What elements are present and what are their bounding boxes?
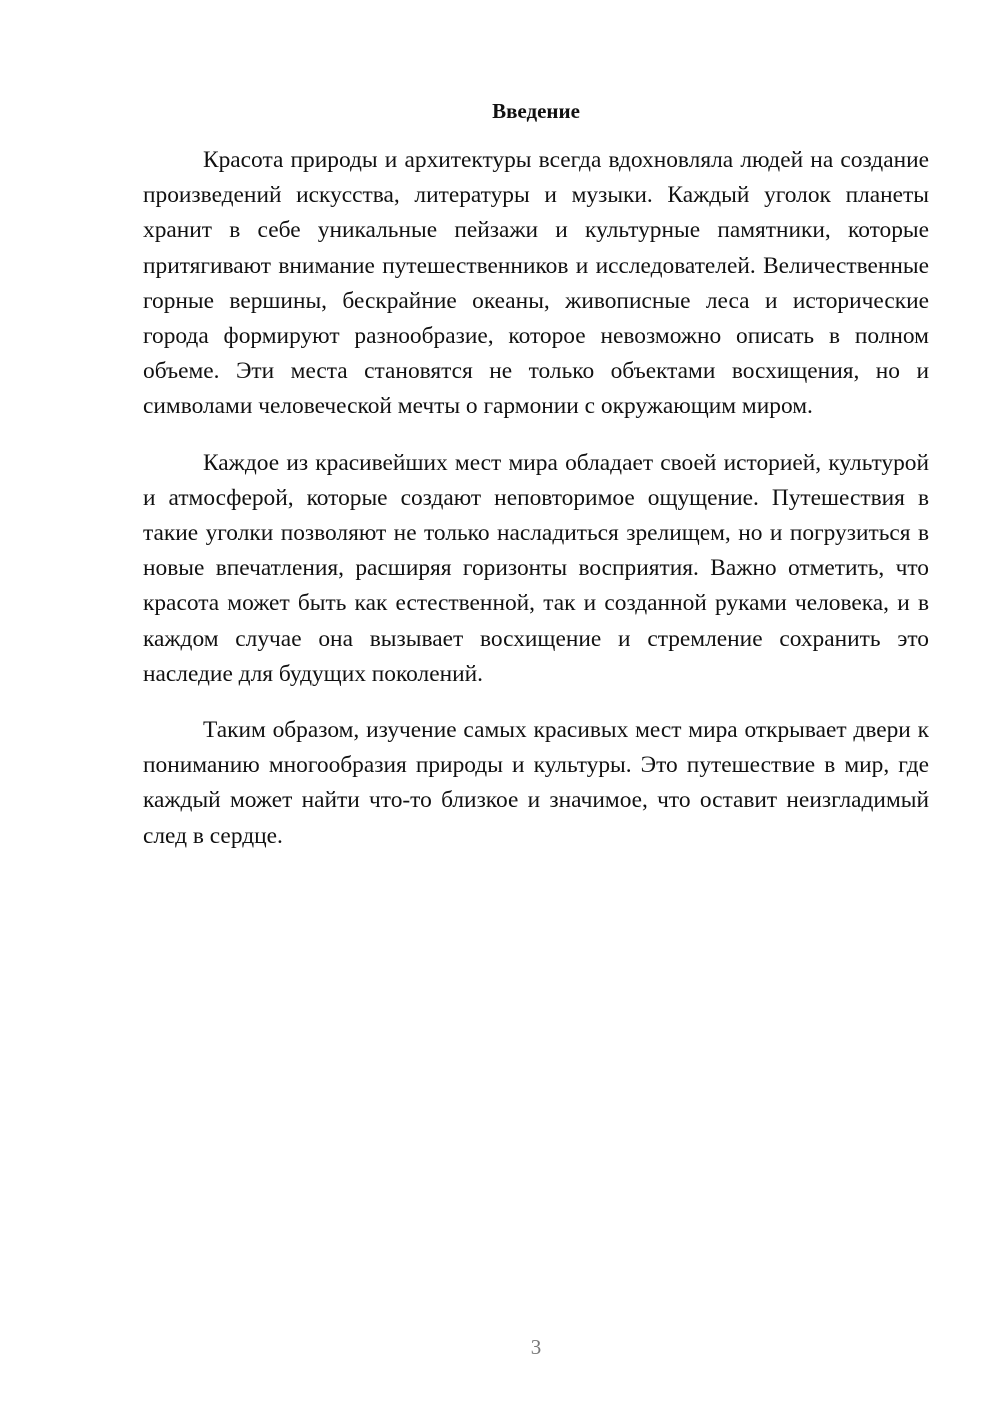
paragraph-3: Таким образом, изучение самых красивых мест мира открывает двери к пониманию многообразия природы и культуры. Это путешествие в мир, где каждый может найти что-то близкое и значимое, что оставит неизгладимый след в сердце. bbox=[143, 717, 929, 849]
body-text bbox=[143, 143, 929, 854]
paragraph-1: Красота природы и архитектуры всегда вдохновляла людей на создание произведений искусства, литературы и музыки. Каждый уголок планеты хранит в себе уникальные пейзажи и культурные памятники, которые притягивают внимание путешественников и исследователей. Величественные горные вершины, бескрайние океаны, живописные леса и исторические города формируют разнообразие, которое невозможно описать в полном объеме. Эти места становятся не только объектами восхищения, но и символами человеческой мечты о гармонии с окружающим миром. bbox=[143, 147, 929, 420]
paragraph-2: Каждое из красивейших мест мира обладает своей историей, культурой и атмосферой, которые создают неповторимое ощущение. Путешествия в такие уголки позволяют не только насладиться зрелищем, но и погрузиться в новые впечатления, расширяя горизонты восприятия. Важно отметить, что красота может быть как естественной, так и созданной руками человека, и в каждом случае она вызывает восхищение и стремление сохранить это наследие для будущих поколений. bbox=[143, 449, 929, 687]
page-number: 3 bbox=[530, 1335, 542, 1359]
section-title: Введение bbox=[492, 99, 580, 123]
